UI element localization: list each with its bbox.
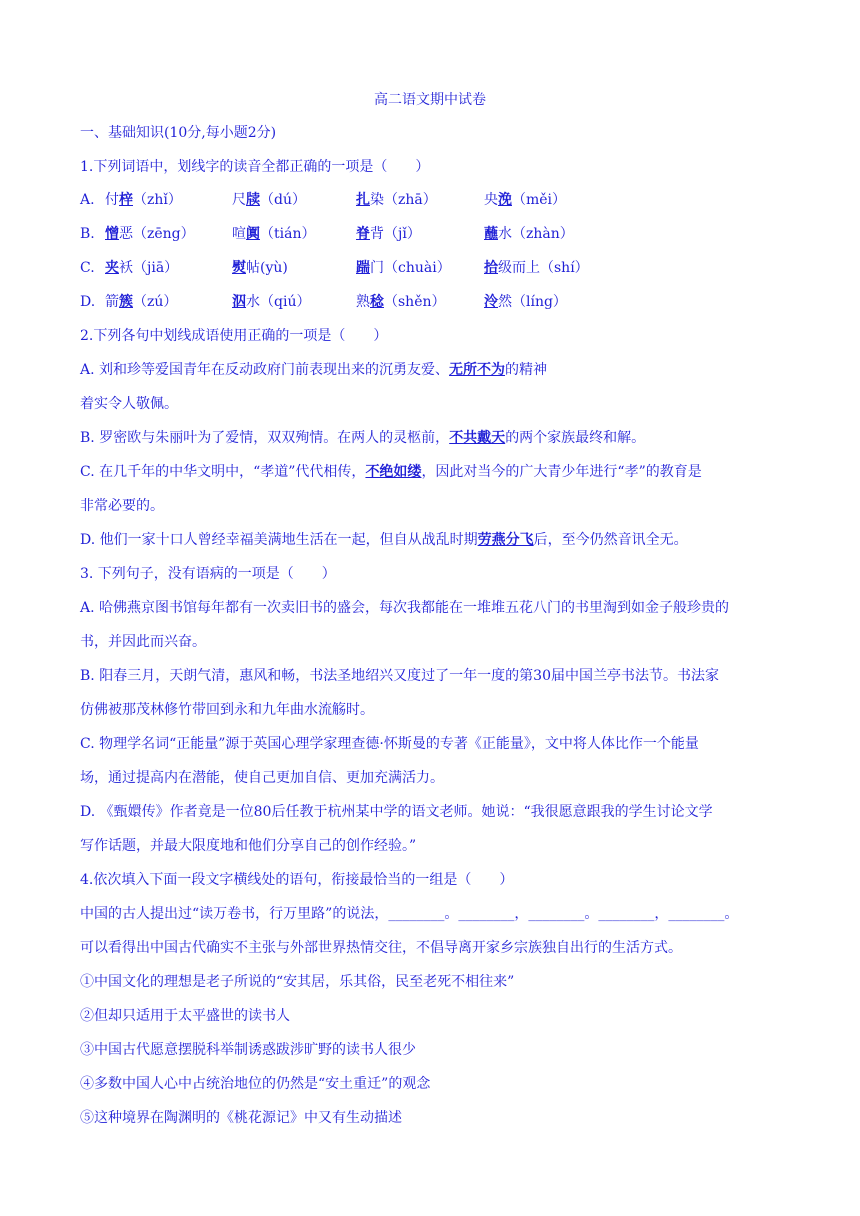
underlined-idiom: 无所不为 bbox=[449, 362, 506, 378]
option-word: 熨帖(yù) bbox=[232, 260, 288, 276]
q3-line: D. 《甄嬛传》作者竟是一位80后任教于杭州某中学的语文老师。她说：“我很愿意跟我的学生讨论文学 bbox=[80, 804, 713, 820]
option-word: 踹门（chuài） bbox=[356, 260, 451, 276]
q3-line: 书，并因此而兴奋。 bbox=[80, 634, 206, 650]
q2-option-a: A. 刘和珍等爱国青年在反动政府门前表现出来的沉勇友爱、无所不为的精神 bbox=[80, 362, 548, 378]
option-label: B. bbox=[80, 226, 95, 242]
option-word: 脊背（jǐ） bbox=[356, 226, 421, 242]
q4-stem: 4.依次填入下面一段文字横线处的语句，衔接最恰当的一组是（ ） bbox=[80, 872, 514, 888]
option-word: 憎恶（zēng） bbox=[105, 226, 195, 242]
option-word: 熟稔（shěn） bbox=[356, 294, 446, 310]
underlined-char: 阗 bbox=[246, 226, 260, 242]
underlined-idiom: 不绝如缕 bbox=[365, 464, 422, 480]
underlined-idiom: 不共戴天 bbox=[449, 430, 506, 446]
underlined-idiom: 劳燕分飞 bbox=[477, 532, 534, 548]
q4-line: ⑤这种境界在陶渊明的《桃花源记》中又有生动描述 bbox=[80, 1110, 402, 1126]
underlined-char: 稔 bbox=[370, 294, 384, 310]
option-word: 拾级而上（shí） bbox=[484, 260, 589, 276]
option-word: 蘸水（zhàn） bbox=[484, 226, 574, 242]
option-label: D. bbox=[80, 294, 96, 310]
underlined-char: 牍 bbox=[246, 192, 260, 208]
underlined-char: 浼 bbox=[498, 192, 512, 208]
option-word: 央浼（měi） bbox=[484, 192, 567, 208]
option-word: 尺牍（dú） bbox=[232, 192, 306, 208]
option-word: 箭簇（zú） bbox=[105, 294, 178, 310]
q3-line: 场，通过提高内在潜能，使自己更加自信、更加充满活力。 bbox=[80, 770, 444, 786]
option-word: 泅水（qiú） bbox=[232, 294, 311, 310]
option-word: 泠然（líng） bbox=[484, 294, 567, 310]
option-word: 付梓（zhǐ） bbox=[105, 192, 182, 208]
underlined-char: 泅 bbox=[232, 294, 246, 310]
underlined-char: 扎 bbox=[356, 192, 370, 208]
option-word: 夹袄（jiā） bbox=[105, 260, 179, 276]
q3-line: C. 物理学名词“正能量”源于英国心理学家理查德·怀斯曼的专著《正能量》，文中将人体比作一个能量 bbox=[80, 736, 699, 752]
underlined-char: 泠 bbox=[484, 294, 498, 310]
q2-option-c: C. 在几千年的中华文明中，“孝道”代代相传，不绝如缕，因此对当今的广大青少年进行“孝”的教育是 bbox=[80, 464, 702, 480]
page-title: 高二语文期中试卷 bbox=[374, 92, 486, 108]
underlined-char: 憎 bbox=[105, 226, 119, 242]
q2-option-b: B. 罗密欧与朱丽叶为了爱情，双双殉情。在两人的灵柩前，不共戴天的两个家族最终和解。 bbox=[80, 430, 646, 446]
q4-line: ④多数中国人心中占统治地位的仍然是“安土重迁”的观念 bbox=[80, 1076, 431, 1092]
q1-stem: 1.下列词语中，划线字的读音全都正确的一项是（ ） bbox=[80, 159, 430, 175]
underlined-char: 梓 bbox=[119, 192, 133, 208]
q2-option-a-cont: 着实令人敬佩。 bbox=[80, 396, 178, 412]
q3-line: B. 阳春三月，天朗气清，惠风和畅，书法圣地绍兴又度过了一年一度的第30届中国兰亭书法节。书法家 bbox=[80, 668, 720, 684]
q4-line: ③中国古代愿意摆脱科举制诱惑跋涉旷野的读书人很少 bbox=[80, 1042, 416, 1058]
section-heading: 一、基础知识(10分,每小题2分) bbox=[80, 125, 277, 141]
q3-line: A. 哈佛燕京图书馆每年都有一次卖旧书的盛会，每次我都能在一堆堆五花八门的书里淘到如金子般珍贵的 bbox=[80, 600, 730, 616]
underlined-char: 脊 bbox=[356, 226, 370, 242]
underlined-char: 夹 bbox=[105, 260, 119, 276]
option-label: A. bbox=[80, 192, 95, 208]
option-word: 扎染（zhā） bbox=[356, 192, 437, 208]
q4-line: ②但却只适用于太平盛世的读书人 bbox=[80, 1008, 290, 1024]
q4-line: 可以看得出中国古代确实不主张与外部世界热情交往，不倡导离开家乡宗族独自出行的生活方式。 bbox=[80, 940, 682, 956]
q2-stem: 2.下列各句中划线成语使用正确的一项是（ ） bbox=[80, 328, 388, 344]
q3-stem: 3. 下列句子，没有语病的一项是（ ） bbox=[80, 566, 336, 582]
q2-option-d: D. 他们一家十口人曾经幸福美满地生活在一起，但自从战乱时期劳燕分飞后，至今仍然音讯全无。 bbox=[80, 532, 688, 548]
underlined-char: 熨 bbox=[232, 260, 246, 276]
underlined-char: 拾 bbox=[484, 260, 498, 276]
underlined-char: 簇 bbox=[119, 294, 133, 310]
q4-line: ①中国文化的理想是老子所说的“安其居，乐其俗，民至老死不相往来” bbox=[80, 974, 515, 990]
q3-line: 仿佛被那茂林修竹带回到永和九年曲水流觞时。 bbox=[80, 702, 374, 718]
option-word: 喧阗（tián） bbox=[232, 226, 316, 242]
q2-option-c-cont: 非常必要的。 bbox=[80, 498, 164, 514]
q3-line: 写作话题，并最大限度地和他们分享自己的创作经验。” bbox=[80, 838, 417, 854]
option-label: C. bbox=[80, 260, 95, 276]
underlined-char: 踹 bbox=[356, 260, 370, 276]
q4-line: 中国的古人提出过“读万卷书，行万里路”的说法，________。________，________。________，________。 bbox=[80, 906, 739, 922]
underlined-char: 蘸 bbox=[484, 226, 498, 242]
